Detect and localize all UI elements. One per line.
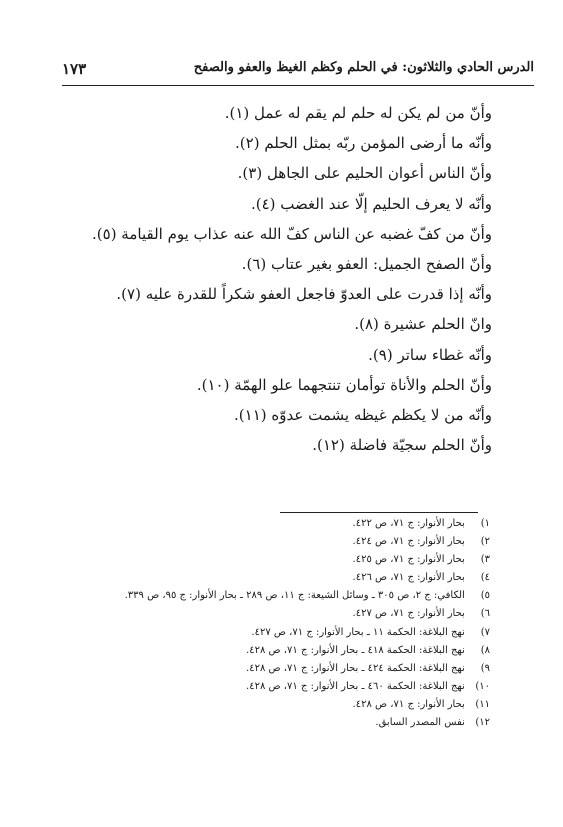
footnote-text: بحار الأنوار: ج ٧١، ص ٤٢٦. [352,572,465,584]
page-number: ١٧٣ [62,60,87,78]
body-line: وأنّ الصفح الجميل: العفو بغير عتاب (٦). [241,254,492,273]
footnote-number: ٣) [480,554,490,566]
footnote [62,605,490,623]
body-line: وأنّه من لا يكظم غيظه يشمت عدوّه (١١). [234,405,492,424]
footnote-number: ٢) [480,536,490,548]
footnote-number: ١٢) [475,717,490,729]
footnote-divider [280,512,478,513]
header-divider [62,85,534,86]
body-line: وأنّ من كفّ غضبه عن الناس كفّ الله عنه عذاب يوم القيامة (٥). [92,224,492,243]
footnotes [62,515,490,732]
footnote-text: نفس المصدر السابق. [375,717,465,729]
footnote-text: نهج البلاغة: الحكمة ٤٢٤ ـ بحار الأنوار: ج ٧١، ص ٤٢٨. [246,662,465,674]
body-line: وأنّ الحلم والأناة توأمان تنتجهما علو الهمّة (١٠). [196,375,492,394]
footnote [62,624,490,642]
footnote-number: ٤) [480,572,490,584]
footnote-text: نهج البلاغة: الحكمة ١١ ـ بحار الأنوار: ج ٧١، ص ٤٢٧. [251,626,465,638]
footnote [62,515,490,533]
body-line: وأنّ الناس أعوان الحليم على الجاهل (٣). [237,164,492,183]
footnote [62,569,490,587]
footnote [62,642,490,660]
body-line: وأنّه غطاء ساتر (٩). [368,345,492,364]
footnote-text: نهج البلاغة: الحكمة ٤١٨ ـ بحار الأنوار: ج ٧١، ص ٤٢٨. [246,644,465,656]
footnote-number: ٧) [480,626,490,638]
footnote-number: ٨) [480,644,490,656]
footnote [62,587,490,605]
footnote-text: بحار الأنوار: ج ٧١، ص ٤٢٥. [352,554,465,566]
footnote-number: ١١) [475,698,490,710]
footnote [62,533,490,551]
footnote-text: الكافي: ج ٢، ص ٣٠٥ ـ وسائل الشيعة: ج ١١، ص ٢٨٩ ـ بحار الأنوار: ج ٩٥، ص ٣٣٩. [124,590,465,602]
footnote [62,551,490,569]
footnote-number: ٦) [480,608,490,620]
body-line: وأنّه لا يعرف الحليم إلّا عند الغضب (٤). [250,194,492,213]
body-line: وأنّ من لم يكن له حلم لم يقم له عمل (١). [224,104,492,122]
running-title: الدرس الحادي والثلاثون: في الحلم وكظم الغيظ والعفو والصفح [193,60,534,75]
footnote-number: ١) [480,518,490,529]
footnote-text: بحار الأنوار: ج ٧١، ص ٤٢٢. [352,518,465,529]
body-line: وأنّ الحلم سجيّة فاضلة (١٢). [312,436,492,455]
footnote-number: ١٠) [475,680,490,692]
footnote-text: بحار الأنوار: ج ٧١، ص ٤٢٤. [352,536,465,548]
body-text [62,98,492,460]
footnote-text: بحار الأنوار: ج ٧١، ص ٤٢٨. [352,698,465,710]
footnote-number: ٩) [480,662,490,674]
footnote-number: ٥) [480,590,490,602]
footnote-text: بحار الأنوار: ج ٧١، ص ٤٢٧. [352,608,465,620]
footnote [62,660,490,678]
page-header [62,60,534,82]
body-line: وأنّه إذا قدرت على العدوّ فاجعل العفو شكراً للقدرة عليه (٧). [116,285,492,304]
body-line: وأنّه ما أرضى المؤمن ربّه بمثل الحلم (٢). [235,134,492,153]
footnote-text: نهج البلاغة: الحكمة ٤٦٠ ـ بحار الأنوار: ج ٧١، ص ٤٢٨. [246,680,465,692]
footnote [62,678,490,696]
footnote [62,696,490,714]
body-line: وانّ الحلم عشيرة (٨). [354,315,492,334]
footnote [62,714,490,732]
